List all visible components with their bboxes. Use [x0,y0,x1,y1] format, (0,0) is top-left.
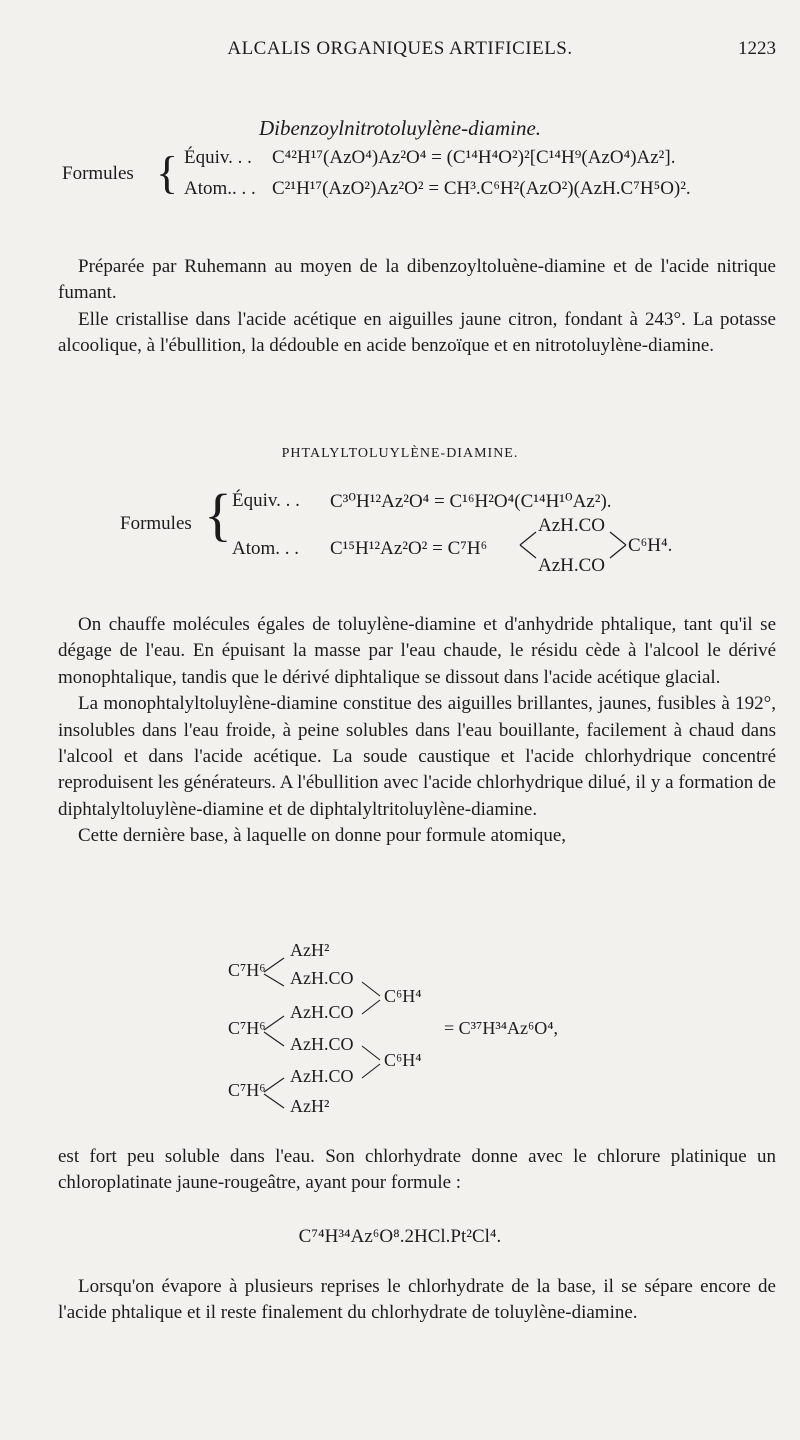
group-c6h4: C⁶H⁴ [384,986,422,1006]
atom-label: Atom.. . . [184,178,256,199]
equiv-label: Équiv. . . [232,490,300,511]
group-azh2: AzH² [290,1096,330,1116]
equiv-formula: C⁴²H¹⁷(AzO⁴)Az²O⁴ = (C¹⁴H⁴O²)²[C¹⁴H⁹(AzO⁴)Az²]. [272,147,676,168]
atom-formula-left: C¹⁵H¹²Az²O² = C⁷H⁶ [330,538,488,559]
atom-formula: C²¹H¹⁷(AzO²)Az²O² = CH³.C⁶H²(AzO²)(AzH.C⁷H⁵O)². [272,178,691,199]
atom-formula-upper: AzH.CO [538,515,606,536]
bond-lines [608,520,628,570]
paragraph: Cette dernière base, à laquelle on donne pour formule atomique, [78,825,567,847]
formules-label: Formules [120,513,192,534]
section3-text [58,1144,776,1197]
equiv-label: Équiv. . . [184,147,252,168]
group-azhco: AzH.CO [290,1002,354,1022]
section-title-dibenzoyl: Dibenzoylnitrotoluylène-diamine. [258,116,542,140]
paragraph: Lorsqu'on évapore à plusieurs reprises le chlorhydrate de la base, il se sépare encore de l'acide phtalique et il reste finalement du chlorhydrate de toluylène-diamine. [58,1276,776,1324]
section1-text [58,254,776,360]
running-header: ALCALIS ORGANIQUES ARTIFICIELS. [227,38,573,59]
bond-lines [262,944,402,1120]
paragraph: On chauffe molécules égales de toluylène-diamine et d'anhydride phtalique, tant qu'il se dégage de l'eau. En épuisant la masse par l'eau chaude, le résidu cède à l'alcool le dérivé monophtalique, tandis que le dérivé diphtalique se dissout dans l'acide acétique glacial. [58,614,776,688]
atom-formula-right: C⁶H⁴. [628,535,673,556]
group-azhco: AzH.CO [290,1034,354,1054]
equiv-formula: C³⁰H¹²Az²O⁴ = C¹⁶H²O⁴(C¹⁴H¹⁰Az²). [330,491,612,512]
paragraph: est fort peu soluble dans l'eau. Son chlorhydrate donne avec le chlorure platinique un chloroplatinate jaune-rougeâtre, ayant pour formule : [58,1146,776,1194]
brace: { [156,147,179,198]
page-number: 1223 [738,38,776,59]
formules-label: Formules [62,163,134,184]
group-c7h6: C⁷H⁶ [228,1018,266,1038]
group-c6h4: C⁶H⁴ [384,1050,422,1070]
paragraph: Préparée par Ruhemann au moyen de la dibenzoyltoluène-diamine et de l'acide nitrique fumant. [58,256,776,304]
group-azhco: AzH.CO [290,1066,354,1086]
section2-text [58,612,776,850]
atom-label: Atom. . . [232,538,300,559]
group-c7h6: C⁷H⁶ [228,1080,266,1100]
chloroplatinate-formula: C⁷⁴H³⁴Az⁶O⁸.2HCl.Pt²Cl⁴. [298,1226,502,1247]
group-azhco: AzH.CO [290,968,354,988]
group-c7h6: C⁷H⁶ [228,960,266,980]
section3-text-2 [58,1274,776,1327]
bond-lines [518,520,538,570]
group-azh2: AzH² [290,940,330,960]
paragraph: La monophtalyltoluylène-diamine constitue des aiguilles brillantes, jaunes, fusibles à 192°, insolubles dans l'eau froide, à peine solubles dans l'eau bouillante, facilement à chaud dans l'alcool et dans l'acide acétique. La soude caustique et l'acide chlorhydrique concentré reproduisent les générateurs. A l'ébullition avec l'acide chlorhydrique dilué, il y a formation de diphtalyltoluylène-diamine et de diphtalyltritoluylène-diamine. [58,693,776,820]
section-title-phtalyl: PHTALYLTOLUYLÈNE-DIAMINE. [281,446,519,461]
atom-formula-lower: AzH.CO [538,555,606,576]
paragraph: Elle cristallise dans l'acide acétique en aiguilles jaune citron, fondant à 243°. La potasse alcoolique, à l'ébullition, la dédouble en acide benzoïque et en nitrotoluylène-diamine. [58,308,776,357]
brace: { [204,482,232,547]
empirical-formula: = C³⁷H³⁴Az⁶O⁴, [444,1018,559,1038]
